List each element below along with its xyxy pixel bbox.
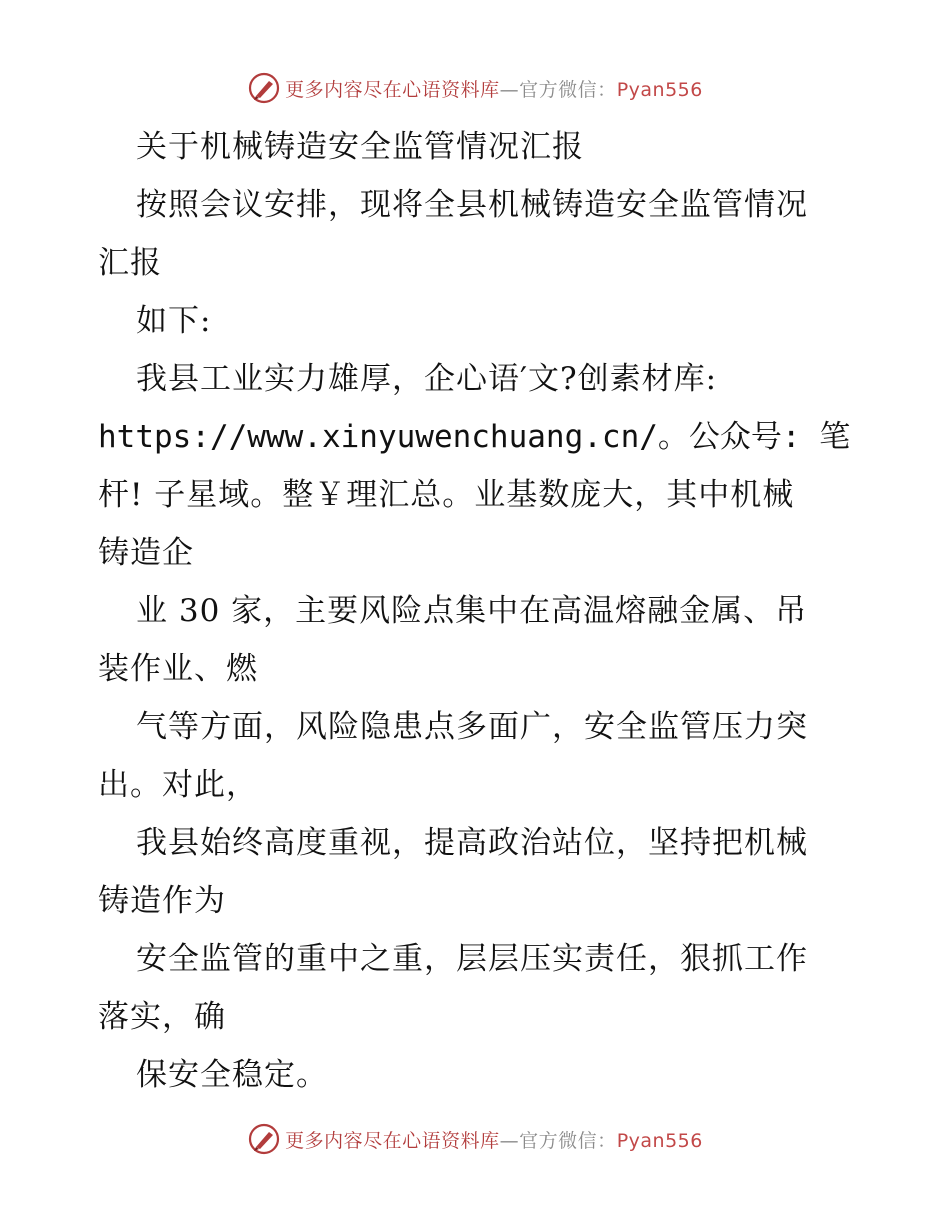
banner-wechat-label: 官方微信： <box>519 78 617 101</box>
banner-wechat-label: 官方微信： <box>519 1129 617 1152</box>
banner-site-text: 更多内容尽在心语资料库 <box>285 78 500 101</box>
document-title: 关于机械铸造安全监管情况汇报 <box>136 129 584 165</box>
paragraph-line: 杆! 子星域。整￥理汇总。业基数庞大，其中机械 <box>98 477 795 513</box>
header-watermark-banner <box>0 68 950 108</box>
paragraph-line: 如下: <box>136 303 212 339</box>
paragraph-line: 铸造作为 <box>98 883 226 919</box>
banner-site-text: 更多内容尽在心语资料库 <box>285 1129 500 1152</box>
paragraph-line-url: https://www.xinyuwenchuang.cn/。公众号: 笔 <box>98 419 851 455</box>
footer-watermark-banner <box>0 1119 950 1159</box>
quill-pen-logo-icon <box>247 1122 281 1156</box>
paragraph-line: 气等方面，风险隐患点多面广，安全监管压力突 <box>136 709 808 745</box>
paragraph-line: 出。对此， <box>98 767 258 803</box>
banner-dash: — <box>499 78 520 101</box>
paragraph-line: 铸造企 <box>98 535 194 571</box>
banner-dash: — <box>499 1129 520 1152</box>
paragraph-line: 落实，确 <box>98 999 226 1035</box>
quill-pen-logo-icon <box>247 71 281 105</box>
paragraph-line: 保安全稳定。 <box>136 1057 328 1093</box>
paragraph-line: 按照会议安排，现将全县机械铸造安全监管情况 <box>136 187 808 223</box>
paragraph-line: 业 30 家，主要风险点集中在高温熔融金属、吊 <box>136 593 808 629</box>
paragraph-line: 装作业、燃 <box>98 651 258 687</box>
document-body <box>98 118 858 1104</box>
banner-text <box>285 1126 703 1153</box>
paragraph-line: 安全监管的重中之重，层层压实责任，狠抓工作 <box>136 941 808 977</box>
paragraph-line: 我县始终高度重视，提高政治站位，坚持把机械 <box>136 825 808 861</box>
banner-wechat-id: Pyan556 <box>616 78 703 101</box>
paragraph-line: 我县工业实力雄厚，企心语′文?创素材库: <box>136 361 718 397</box>
banner-text <box>285 75 703 102</box>
paragraph-line: 汇报 <box>98 245 162 281</box>
banner-wechat-id: Pyan556 <box>616 1129 703 1152</box>
